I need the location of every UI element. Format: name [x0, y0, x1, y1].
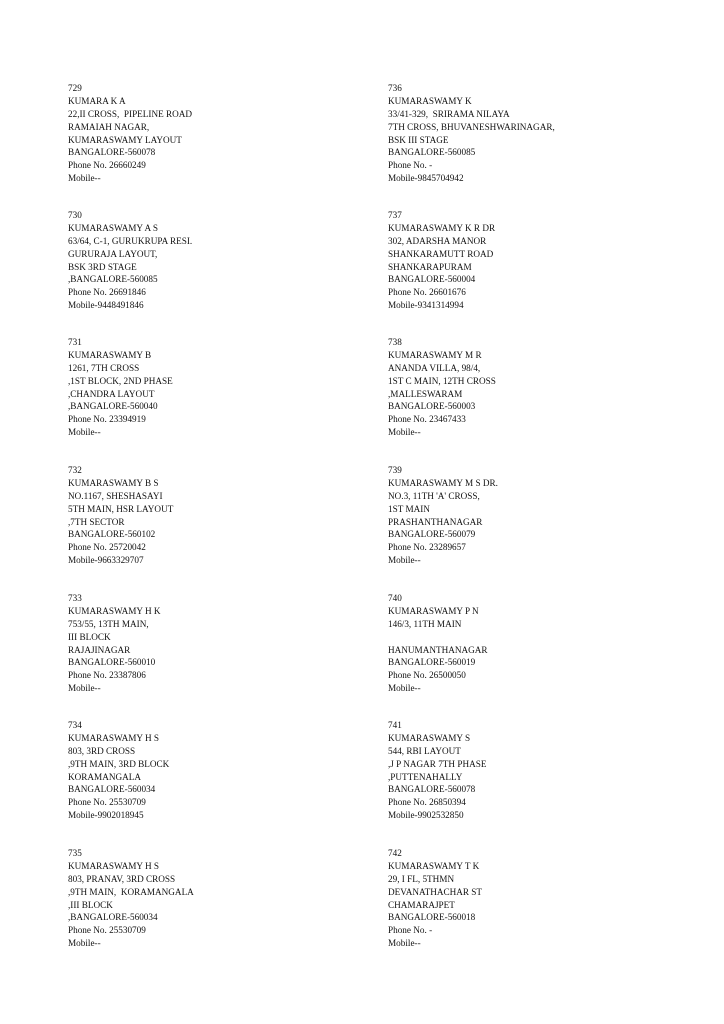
entry-number: 739 — [388, 465, 402, 475]
address-line-1: NO.3, 11TH 'A' CROSS, — [388, 490, 480, 501]
entry-number: 742 — [388, 848, 402, 858]
city-pincode: ,BANGALORE-560040 — [68, 401, 158, 412]
address-line-2: RAMAIAH NAGAR, — [68, 121, 150, 132]
phone-number: Phone No. 26601676 — [388, 287, 466, 298]
city-pincode: BANGALORE-560019 — [388, 657, 476, 668]
entry-number: 737 — [388, 210, 402, 220]
address-line-3: ,7TH SECTOR — [68, 516, 125, 527]
directory-entry — [388, 464, 688, 567]
phone-number: Phone No. - — [388, 160, 433, 171]
city-pincode: BANGALORE-560079 — [388, 529, 476, 540]
phone-number: Phone No. 25530709 — [68, 797, 146, 808]
directory-entry — [388, 82, 688, 185]
member-name: KUMARASWAMY B — [68, 349, 152, 360]
member-name: KUMARASWAMY M R — [388, 349, 482, 360]
entry-number: 731 — [68, 337, 82, 347]
city-pincode: ,BANGALORE-560085 — [68, 274, 158, 285]
member-name: KUMARASWAMY B S — [68, 477, 159, 488]
entry-number: 732 — [68, 465, 82, 475]
entry-number: 736 — [388, 83, 402, 93]
address-line-3: ,MALLESWARAM — [388, 388, 463, 399]
address-line-2: III BLOCK — [68, 631, 111, 642]
member-name: KUMARASWAMY H S — [68, 860, 160, 871]
mobile-number: Mobile-- — [68, 938, 101, 949]
address-line-3: BSK III STAGE — [388, 134, 449, 145]
directory-entry — [68, 592, 368, 695]
member-name: KUMARASWAMY H K — [68, 605, 161, 616]
address-line-2: SHANKARAMUTT ROAD — [388, 248, 494, 259]
mobile-number: Mobile-9902018945 — [68, 810, 144, 821]
mobile-number: Mobile-- — [388, 938, 421, 949]
directory-entry — [388, 592, 688, 695]
address-line-1: 302, ADARSHA MANOR — [388, 235, 487, 246]
address-line-2: 1ST MAIN — [388, 503, 430, 514]
address-line-2: ,9TH MAIN, KORAMANGALA — [68, 886, 194, 897]
address-line-1: 33/41-329, SRIRAMA NILAYA — [388, 108, 510, 119]
member-name: KUMARASWAMY M S DR. — [388, 477, 498, 488]
entry-number: 740 — [388, 593, 402, 603]
address-line-1: 146/3, 11TH MAIN — [388, 618, 462, 629]
member-name: KUMARASWAMY K — [388, 95, 472, 106]
address-line-1: 803, 3RD CROSS — [68, 745, 136, 756]
mobile-number: Mobile-9663329707 — [68, 555, 144, 566]
mobile-number: Mobile-- — [68, 427, 101, 438]
entry-number: 734 — [68, 720, 82, 730]
member-name: KUMARASWAMY K R DR — [388, 222, 496, 233]
address-line-3: CHAMARAJPET — [388, 899, 455, 910]
address-line-3: PRASHANTHANAGAR — [388, 516, 483, 527]
directory-entry — [68, 719, 368, 822]
member-name: KUMARA K A — [68, 95, 126, 106]
address-line-3: ,PUTTENAHALLY — [388, 771, 463, 782]
mobile-number: Mobile-- — [388, 555, 421, 566]
member-name: KUMARASWAMY P N — [388, 605, 479, 616]
city-pincode: BANGALORE-560085 — [388, 147, 476, 158]
city-pincode: BANGALORE-560018 — [388, 912, 476, 923]
address-line-2: ,J P NAGAR 7TH PHASE — [388, 758, 487, 769]
city-pincode: BANGALORE-560034 — [68, 784, 156, 795]
address-line-2: ,1ST BLOCK, 2ND PHASE — [68, 375, 173, 386]
address-line-1: 544, RBI LAYOUT — [388, 745, 461, 756]
entry-number: 741 — [388, 720, 402, 730]
address-line-3: ,III BLOCK — [68, 899, 113, 910]
directory-entry — [388, 719, 688, 822]
city-pincode: BANGALORE-560078 — [388, 784, 476, 795]
entry-number: 738 — [388, 337, 402, 347]
directory-entry — [388, 336, 688, 439]
phone-number: Phone No. 26691846 — [68, 287, 146, 298]
city-pincode: BANGALORE-560004 — [388, 274, 476, 285]
member-name: KUMARASWAMY H S — [68, 732, 160, 743]
phone-number: Phone No. 25720042 — [68, 542, 146, 553]
phone-number: Phone No. 26850394 — [388, 797, 466, 808]
city-pincode: BANGALORE-560102 — [68, 529, 156, 540]
address-line-3: HANUMANTHANAGAR — [388, 644, 488, 655]
address-line-2 — [388, 631, 688, 644]
phone-number: Phone No. - — [388, 925, 433, 936]
address-line-3: ,CHANDRA LAYOUT — [68, 388, 155, 399]
city-pincode: ,BANGALORE-560034 — [68, 912, 158, 923]
mobile-number: Mobile-9341314994 — [388, 300, 464, 311]
member-name: KUMARASWAMY A S — [68, 222, 159, 233]
mobile-number: Mobile-9845704942 — [388, 173, 464, 184]
address-line-1: 22,II CROSS, PIPELINE ROAD — [68, 108, 193, 119]
address-line-3: SHANKARAPURAM — [388, 261, 472, 272]
directory-entry — [68, 847, 368, 950]
address-line-1: 753/55, 13TH MAIN, — [68, 618, 149, 629]
entry-number: 729 — [68, 83, 82, 93]
address-line-3: KUMARASWAMY LAYOUT — [68, 134, 182, 145]
directory-entry — [388, 209, 688, 312]
address-line-2: DEVANATHACHAR ST — [388, 886, 483, 897]
address-line-1: 1261, 7TH CROSS — [68, 362, 140, 373]
mobile-number: Mobile-9448491846 — [68, 300, 144, 311]
phone-number: Phone No. 26500050 — [388, 670, 466, 681]
address-line-3: BSK 3RD STAGE — [68, 261, 137, 272]
phone-number: Phone No. 26660249 — [68, 160, 146, 171]
mobile-number: Mobile-- — [388, 683, 421, 694]
address-line-1: ANANDA VILLA, 98/4, — [388, 362, 481, 373]
phone-number: Phone No. 23467433 — [388, 414, 466, 425]
phone-number: Phone No. 25530709 — [68, 925, 146, 936]
mobile-number: Mobile-- — [68, 683, 101, 694]
phone-number: Phone No. 23289657 — [388, 542, 466, 553]
address-line-1: 63/64, C-1, GURUKRUPA RESI. — [68, 235, 193, 246]
address-line-1: NO.1167, SHESHASAYI — [68, 490, 163, 501]
member-name: KUMARASWAMY S — [388, 732, 471, 743]
directory-entry — [388, 847, 688, 950]
mobile-number: Mobile-9902532850 — [388, 810, 464, 821]
directory-entry — [68, 82, 368, 185]
city-pincode: BANGALORE-560078 — [68, 147, 156, 158]
entry-number: 730 — [68, 210, 82, 220]
directory-entry — [68, 464, 368, 567]
address-line-2: 7TH CROSS, BHUVANESHWARINAGAR, — [388, 121, 555, 132]
city-pincode: BANGALORE-560010 — [68, 657, 156, 668]
address-line-2: 5TH MAIN, HSR LAYOUT — [68, 503, 174, 514]
mobile-number: Mobile-- — [68, 173, 101, 184]
address-line-2: 1ST C MAIN, 12TH CROSS — [388, 375, 496, 386]
directory-entry — [68, 209, 368, 312]
entry-number: 735 — [68, 848, 82, 858]
address-line-2: GURURAJA LAYOUT, — [68, 248, 158, 259]
entry-number: 733 — [68, 593, 82, 603]
phone-number: Phone No. 23394919 — [68, 414, 146, 425]
city-pincode: BANGALORE-560003 — [388, 401, 476, 412]
address-line-2: ,9TH MAIN, 3RD BLOCK — [68, 758, 170, 769]
member-name: KUMARASWAMY T K — [388, 860, 480, 871]
address-line-3: KORAMANGALA — [68, 771, 141, 782]
phone-number: Phone No. 23387806 — [68, 670, 146, 681]
address-line-1: 803, PRANAV, 3RD CROSS — [68, 873, 176, 884]
address-line-3: RAJAJINAGAR — [68, 644, 131, 655]
directory-entry — [68, 336, 368, 439]
mobile-number: Mobile-- — [388, 427, 421, 438]
address-line-1: 29, I FL, 5THMN — [388, 873, 455, 884]
